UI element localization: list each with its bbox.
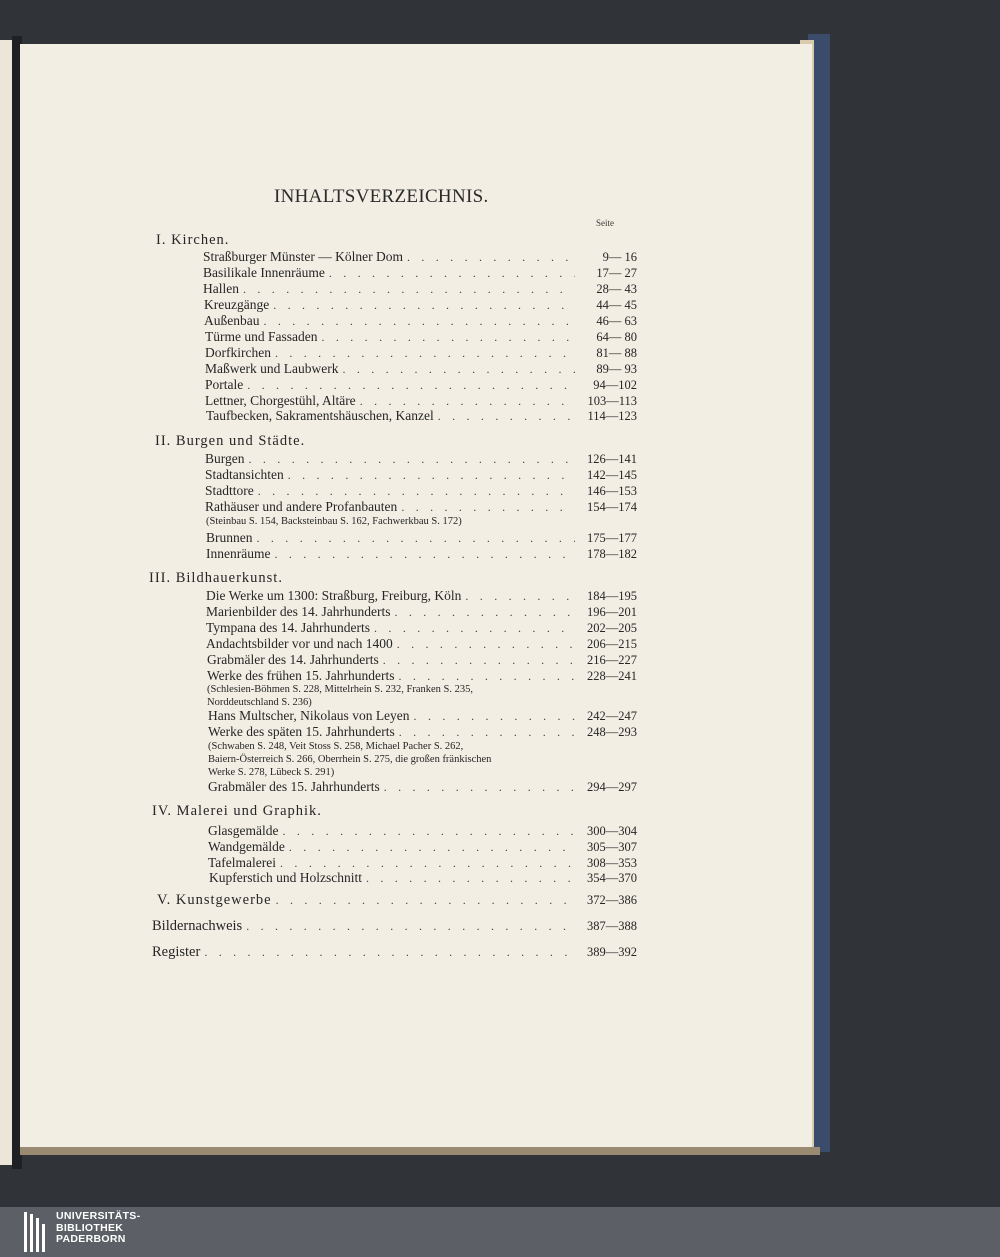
leader-dots	[280, 856, 575, 871]
toc-entry-pages: 372—386	[587, 893, 637, 907]
toc-entry	[206, 588, 637, 604]
toc-entry	[205, 467, 637, 483]
toc-entry-label: Tafelmalerei	[208, 855, 277, 870]
leader-dots	[360, 394, 575, 409]
toc-entry-label: Hallen	[203, 281, 239, 296]
leader-dots	[249, 452, 576, 467]
leader-dots	[329, 266, 575, 281]
section-heading-bildhauerkunst: III. Bildhauerkunst.	[149, 570, 283, 586]
toc-entry-label: Kupferstich und Holzschnitt	[209, 870, 362, 885]
leader-dots	[273, 298, 575, 313]
toc-entry-label: Glasgemälde	[208, 823, 279, 838]
toc-entry-pages: 216—227	[587, 653, 637, 667]
library-name-line: UNIVERSITÄTS-	[56, 1210, 141, 1222]
library-name-line: PADERBORN	[56, 1233, 126, 1245]
leader-dots	[243, 282, 575, 297]
leader-dots	[289, 840, 575, 855]
toc-entry-pages: 146—153	[587, 484, 637, 498]
toc-entry-pages: 154—174	[587, 500, 637, 514]
toc-entry-pages: 294—297	[587, 780, 637, 794]
toc-entry-label: Portale	[205, 377, 244, 392]
leader-dots	[374, 621, 575, 636]
leader-dots	[274, 547, 575, 562]
toc-entry-pages: 202—205	[587, 621, 637, 635]
toc-entry	[203, 265, 637, 281]
section-heading-kirchen: I. Kirchen.	[156, 232, 230, 248]
toc-entry	[206, 636, 637, 652]
leader-dots	[276, 893, 575, 908]
toc-entry	[206, 530, 637, 546]
toc-entry	[204, 313, 637, 329]
toc-entry-label: Tympana des 14. Jahrhunderts	[206, 620, 371, 635]
toc-entry-label: Straßburger Münster — Kölner Dom	[203, 249, 403, 264]
library-logo-icon	[24, 1212, 46, 1252]
toc-entry-label: Kreuzgänge	[204, 297, 270, 312]
toc-entry-label: Taufbecken, Sakramentshäuschen, Kanzel	[206, 408, 434, 423]
toc-note	[208, 740, 491, 779]
toc-entry-pages: 175—177	[587, 531, 637, 545]
toc-entry	[205, 361, 637, 377]
toc-note-line: Werke S. 278, Lübeck S. 291)	[208, 767, 335, 778]
toc-entry-pages: 142—145	[587, 468, 637, 482]
toc-entry	[208, 823, 637, 839]
leader-dots	[384, 780, 575, 795]
leader-dots	[398, 669, 575, 684]
leader-dots	[258, 484, 575, 499]
leader-dots	[263, 314, 575, 329]
toc-entry-pages: 81— 88	[596, 346, 637, 360]
toc-entry	[203, 281, 637, 297]
toc-entry-pages: 94—102	[593, 378, 637, 392]
leader-dots	[438, 409, 575, 424]
toc-entry-pages: 114—123	[587, 409, 637, 423]
leader-dots	[342, 362, 575, 377]
toc-entry	[208, 779, 637, 795]
toc-entry	[208, 708, 637, 724]
toc-entry	[207, 652, 637, 668]
toc-note-line: (Schwaben S. 248, Veit Stoss S. 258, Michael Pacher S. 262,	[208, 741, 464, 752]
leader-dots	[288, 468, 575, 483]
toc-entry	[206, 604, 637, 620]
toc-entry-pages: 206—215	[587, 637, 637, 651]
toc-entry-pages: 196—201	[587, 605, 637, 619]
leader-dots	[204, 945, 575, 960]
leader-dots	[275, 346, 575, 361]
toc-entry	[205, 329, 637, 345]
page-bottom-edge	[20, 1147, 820, 1155]
toc-entry	[209, 870, 637, 886]
library-name-line: BIBLIOTHEK	[56, 1221, 124, 1234]
library-name	[56, 1211, 140, 1246]
toc-entry	[207, 668, 637, 684]
leader-dots	[366, 871, 575, 886]
toc-entry	[206, 546, 637, 562]
toc-entry	[205, 393, 637, 409]
toc-entry-label: Lettner, Chorgestühl, Altäre	[205, 393, 356, 408]
toc-entry	[205, 345, 637, 361]
toc-entry-label: Marienbilder des 14. Jahrhunderts	[206, 604, 391, 619]
toc-entry	[206, 620, 637, 636]
leader-dots	[394, 605, 575, 620]
toc-entry-pages: 126—141	[587, 452, 637, 466]
toc-entry	[204, 297, 637, 313]
page-column-label: Seite	[596, 218, 614, 228]
toc-entry-label: Bildernachweis	[152, 918, 243, 934]
page-title: INHALTSVERZEICHNIS.	[274, 186, 489, 207]
toc-note-line: Baiern-Österreich S. 266, Oberrhein S. 275, die großen fränkischen	[208, 754, 492, 765]
toc-entry-label: Brunnen	[206, 530, 253, 545]
toc-entry-pages: 89— 93	[596, 362, 637, 376]
toc-entry-label: Hans Multscher, Nikolaus von Leyen	[208, 708, 410, 723]
toc-note	[207, 683, 473, 709]
toc-entry-label: Dorfkirchen	[205, 345, 271, 360]
section-heading-burgen: II. Burgen und Städte.	[155, 433, 306, 449]
toc-entry-kunstgewerbe	[157, 892, 637, 909]
toc-entry-label: Werke des späten 15. Jahrhunderts	[208, 724, 395, 739]
toc-entry	[205, 483, 637, 499]
leader-dots	[414, 709, 575, 724]
toc-entry-pages: 389—392	[587, 945, 637, 959]
toc-entry-pages: 308—353	[587, 856, 637, 870]
leader-dots	[401, 500, 575, 515]
leader-dots	[407, 250, 575, 265]
toc-entry	[205, 451, 637, 467]
toc-entry-label: V. Kunstgewerbe	[157, 892, 272, 908]
toc-entry-label: Register	[152, 944, 201, 960]
toc-entry-label: Grabmäler des 14. Jahrhunderts	[207, 652, 379, 667]
toc-note-line: (Schlesien-Böhmen S. 228, Mittelrhein S. 232, Franken S. 235,	[207, 684, 473, 695]
leader-dots	[383, 653, 575, 668]
toc-entry-label: Türme und Fassaden	[205, 329, 318, 344]
toc-entry	[203, 249, 637, 265]
toc-entry-pages: 228—241	[587, 669, 637, 683]
toc-entry-label: Grabmäler des 15. Jahrhunderts	[208, 779, 380, 794]
toc-entry-pages: 64— 80	[596, 330, 637, 344]
toc-entry-pages: 300—304	[587, 824, 637, 838]
toc-entry-label: Innenräume	[206, 546, 271, 561]
leader-dots	[282, 824, 575, 839]
toc-entry	[208, 724, 637, 740]
toc-entry	[205, 499, 637, 515]
leader-dots	[321, 330, 575, 345]
toc-entry-pages: 248—293	[587, 725, 637, 739]
leader-dots	[247, 378, 575, 393]
toc-entry	[208, 855, 637, 871]
toc-entry-label: Stadttore	[205, 483, 254, 498]
section-heading-malerei: IV. Malerei und Graphik.	[152, 803, 322, 819]
toc-entry-pages: 305—307	[587, 840, 637, 854]
toc-note: (Steinbau S. 154, Backsteinbau S. 162, Fachwerkbau S. 172)	[206, 516, 462, 527]
toc-entry-pages: 354—370	[587, 871, 637, 885]
toc-entry	[208, 839, 637, 855]
toc-entry-label: Werke des frühen 15. Jahrhunderts	[207, 668, 395, 683]
toc-entry-label: Außenbau	[204, 313, 260, 328]
toc-entry-pages: 9— 16	[602, 250, 637, 264]
toc-entry-pages: 387—388	[587, 919, 637, 933]
toc-entry-pages: 17— 27	[596, 266, 637, 280]
toc-entry-label: Maßwerk und Laubwerk	[205, 361, 339, 376]
leader-dots	[246, 919, 575, 934]
footer-bar	[0, 1207, 1000, 1257]
toc-entry-label: Die Werke um 1300: Straßburg, Freiburg, Köln	[206, 588, 462, 603]
toc-entry-label: Burgen	[205, 451, 245, 466]
leader-dots	[399, 725, 575, 740]
leader-dots	[465, 589, 575, 604]
toc-entry-pages: 28— 43	[596, 282, 637, 296]
toc-entry-pages: 242—247	[587, 709, 637, 723]
toc-entry-pages: 184—195	[587, 589, 637, 603]
toc-entry	[206, 408, 637, 424]
toc-entry-pages: 46— 63	[596, 314, 637, 328]
toc-entry-pages: 178—182	[587, 547, 637, 561]
toc-entry-label: Basilikale Innenräume	[203, 265, 325, 280]
toc-entry-register	[152, 944, 637, 961]
toc-entry-bildernachweis	[152, 918, 637, 935]
leader-dots	[397, 637, 575, 652]
toc-entry-label: Rathäuser und andere Profanbauten	[205, 499, 398, 514]
leader-dots	[257, 531, 576, 546]
toc-note-line: Norddeutschland S. 236)	[207, 697, 312, 708]
toc-entry	[205, 377, 637, 393]
toc-entry-label: Wandgemälde	[208, 839, 285, 854]
toc-entry-label: Andachtsbilder vor und nach 1400	[206, 636, 393, 651]
toc-entry-pages: 44— 45	[596, 298, 637, 312]
toc-entry-label: Stadtansichten	[205, 467, 284, 482]
toc-entry-pages: 103—113	[587, 394, 637, 408]
